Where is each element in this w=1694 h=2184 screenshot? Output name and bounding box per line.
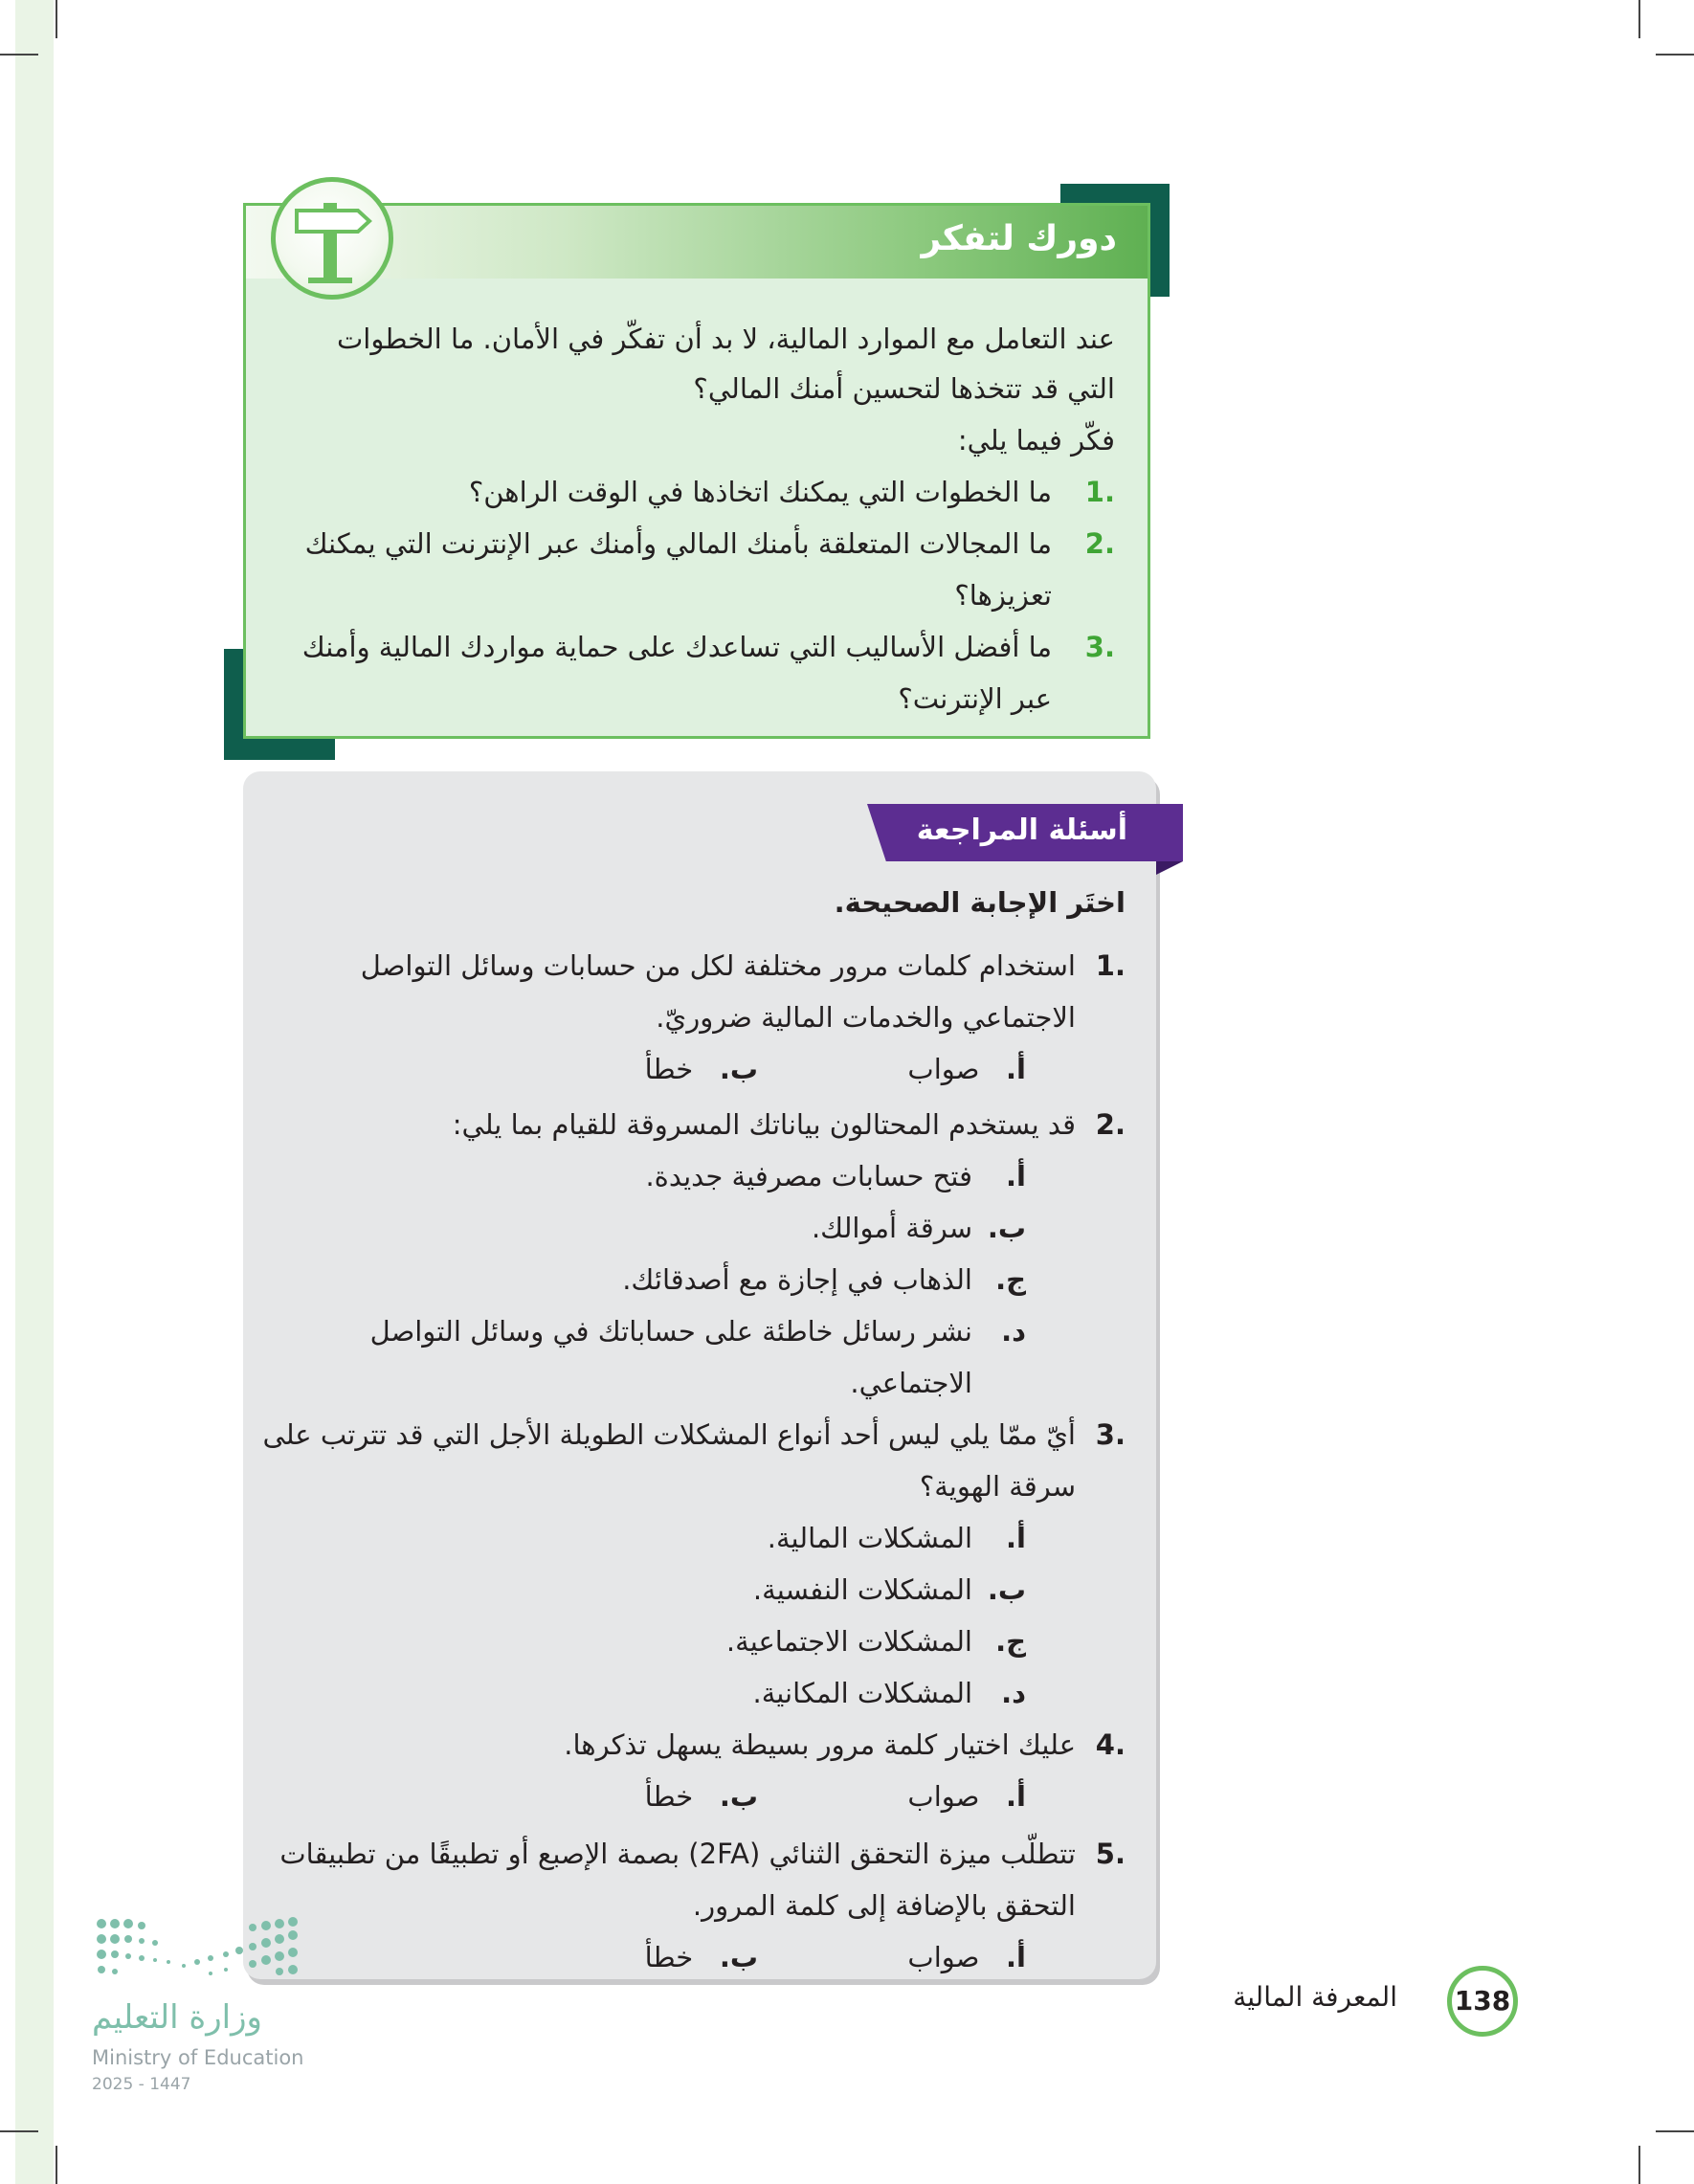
item-number: .1 xyxy=(1084,476,1115,508)
option[interactable]: ج. المشكلات الاجتماعية. xyxy=(725,1625,1026,1658)
crop-mark xyxy=(1656,54,1694,56)
crop-mark xyxy=(1638,0,1640,38)
true-false-options xyxy=(245,1043,1026,1095)
crop-mark xyxy=(0,2130,38,2132)
review-title: أسئلة المراجعة xyxy=(916,813,1127,847)
question-text: قد يستخدم المحتالون بياناتك المسروقة للقيام بما يلي: xyxy=(452,1108,1076,1141)
page-number: 138 xyxy=(1447,1966,1518,2037)
question-text: تتطلّب ميزة التحقق الثنائي (2FA) بصمة الإصبع أو تطبيقًا من تطبيقات التحقق بالإضافة إلى كلمة المرور. xyxy=(279,1838,1076,1922)
book-name: المعرفة المالية xyxy=(1233,1981,1397,2013)
signpost-icon xyxy=(271,177,393,300)
item-number: .3 xyxy=(1084,631,1115,663)
item-text: ما المجالات المتعلقة بأمنك المالي وأمنك عبر الإنترنت التي يمكنك تعزيزها؟ xyxy=(304,527,1052,612)
option[interactable]: أ. فتح حسابات مصرفية جديدة. xyxy=(645,1160,1026,1192)
question-1 xyxy=(245,940,1126,1095)
question-3 xyxy=(245,1409,1126,1719)
option[interactable]: أ. المشكلات المالية. xyxy=(767,1522,1026,1554)
option[interactable]: ب. المشكلات النفسية. xyxy=(752,1573,1026,1606)
question-number: .1 xyxy=(1095,949,1126,982)
option[interactable]: ب. سرقة أموالك. xyxy=(811,1212,1026,1244)
option-list xyxy=(245,1150,1026,1409)
think-list xyxy=(273,466,1115,724)
question-number: .3 xyxy=(1095,1418,1126,1451)
item-text: ما الخطوات التي يمكنك اتخاذها في الوقت الراهن؟ xyxy=(468,476,1052,508)
review-title-tag-fold xyxy=(1156,861,1183,875)
year-label: 2025 - 1447 xyxy=(92,2075,191,2094)
think-intro-line: التي قد تتخذها لتحسين أمنك المالي؟ xyxy=(693,372,1115,405)
ministry-name-en: Ministry of Education xyxy=(92,2046,304,2069)
crop-mark xyxy=(0,54,38,56)
option[interactable]: د. نشر رسائل خاطئة على حساباتك في وسائل التواصل الاجتماعي. xyxy=(369,1315,1026,1399)
review-instruction: اختَر الإجابة الصحيحة. xyxy=(834,886,1126,919)
option[interactable]: د. المشكلات المكانية. xyxy=(752,1677,1026,1709)
think-prompt: فكّر فيما يلي: xyxy=(957,424,1115,457)
think-item xyxy=(273,621,1115,724)
crop-mark xyxy=(1656,2130,1694,2132)
true-false-options xyxy=(245,1771,1026,1822)
option[interactable]: ج. الذهاب في إجازة مع أصدقائك. xyxy=(622,1263,1026,1296)
think-box xyxy=(243,203,1150,739)
option-true[interactable]: أ. صواب xyxy=(907,1941,1026,1973)
item-number: .2 xyxy=(1084,527,1115,560)
option-true[interactable]: أ. صواب xyxy=(907,1053,1026,1085)
think-intro-line: عند التعامل مع الموارد المالية، لا بد أن تفكّر في الأمان. ما الخطوات xyxy=(336,323,1115,355)
option-true[interactable]: أ. صواب xyxy=(907,1780,1026,1813)
question-text: أيّ ممّا يلي ليس أحد أنواع المشكلات الطويلة الأجل التي قد تترتب على سرقة الهوية؟ xyxy=(262,1418,1076,1503)
question-number: .2 xyxy=(1095,1108,1126,1141)
option-false[interactable]: ب. خطأ xyxy=(644,1053,758,1085)
ministry-logo xyxy=(92,1914,302,1991)
question-text: عليك اختيار كلمة مرور بسيطة يسهل تذكرها. xyxy=(564,1728,1076,1761)
item-text: ما أفضل الأساليب التي تساعدك على حماية مواردك المالية وأمنك عبر الإنترنت؟ xyxy=(301,631,1052,715)
crop-mark xyxy=(56,2146,57,2184)
think-item xyxy=(273,518,1115,621)
question-4 xyxy=(245,1719,1126,1822)
ministry-name-ar: وزارة التعليم xyxy=(92,1998,262,2037)
crop-mark xyxy=(1638,2146,1640,2184)
question-text: استخدام كلمات مرور مختلفة لكل من حسابات وسائل التواصل الاجتماعي والخدمات المالية ضروريّ. xyxy=(360,949,1076,1034)
think-box-title: دورك لتفكر xyxy=(921,219,1117,258)
question-5 xyxy=(245,1828,1126,1983)
question-number: .5 xyxy=(1095,1838,1126,1870)
true-false-options xyxy=(245,1931,1026,1983)
question-number: .4 xyxy=(1095,1728,1126,1761)
option-false[interactable]: ب. خطأ xyxy=(644,1780,758,1813)
option-list xyxy=(245,1512,1026,1719)
think-item xyxy=(273,466,1115,518)
crop-mark xyxy=(56,0,57,38)
page-margin-strip xyxy=(15,0,54,2184)
question-2 xyxy=(245,1099,1126,1409)
option-false[interactable]: ب. خطأ xyxy=(644,1941,758,1973)
